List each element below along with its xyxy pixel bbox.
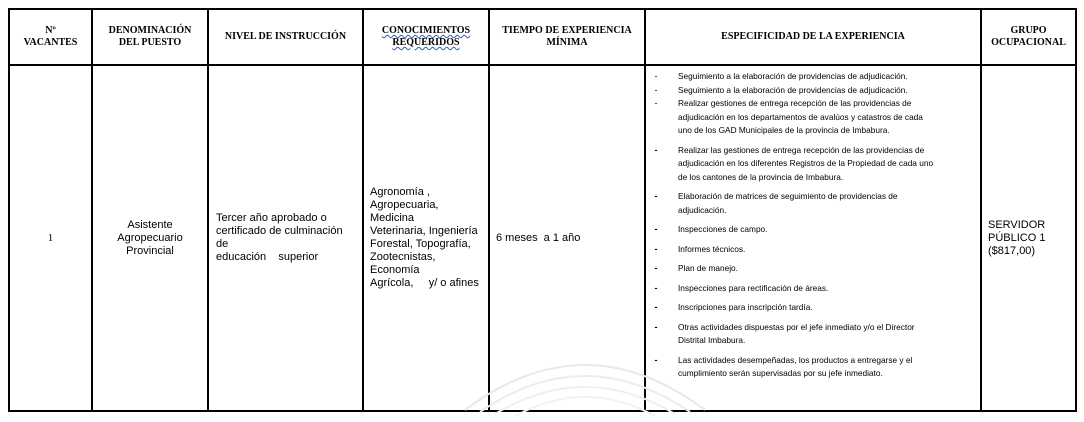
- bullet-dash: -: [654, 98, 658, 108]
- list-item-line: adjudicación en los diferentes Registros de la Propiedad de cada uno: [678, 158, 934, 168]
- header-tiempo-line2: MÍNIMA: [546, 37, 588, 48]
- cell-nivel: [208, 65, 363, 411]
- conocimientos-line5: Zootecnistas, Economía: [370, 251, 436, 276]
- grupo-line1: SERVIDOR: [988, 218, 1046, 231]
- conocimientos-line3: Veterinaria, Ingeniería: [370, 225, 478, 237]
- list-item-line: Plan de manejo.: [678, 263, 738, 273]
- list-item-line: Realizar las gestiones de entrega recepción de las providencias de: [678, 144, 925, 155]
- cell-puesto: [92, 65, 208, 411]
- list-item: [654, 262, 972, 276]
- list-item-line: uno de los GAD Municipales de la provincia de Imbabura.: [678, 125, 890, 135]
- bullet-dash: -: [654, 191, 658, 201]
- list-item: [654, 321, 972, 348]
- cell-vacantes: [9, 65, 92, 411]
- list-item-line: Las actividades desempeñadas, los productos a entregarse y el: [678, 354, 913, 365]
- nivel-line2: certificado de culminación de: [216, 225, 343, 250]
- puesto-line3: Provincial: [126, 244, 174, 257]
- header-vacantes-line1: Nº: [45, 25, 56, 36]
- list-item: [654, 243, 972, 257]
- grupo-line2: PÚBLICO 1: [988, 231, 1046, 244]
- list-item-line: Elaboración de matrices de seguimiento de providencias de: [678, 191, 898, 201]
- bullet-dash: -: [654, 354, 658, 365]
- bullet-dash: -: [654, 71, 658, 81]
- list-item-line: Inscripciones para inscripción tardía.: [678, 302, 813, 312]
- bullet-dash: -: [654, 84, 658, 95]
- list-item-line: Realizar gestiones de entrega recepción de las providencias de: [678, 98, 912, 108]
- cell-conocimientos: [363, 65, 489, 411]
- cell-tiempo: [489, 65, 645, 411]
- list-item-line: Inspecciones para rectificación de áreas.: [678, 282, 829, 293]
- list-item-line: Seguimiento a la elaboración de providencias de adjudicación.: [678, 71, 908, 81]
- header-grupo-line1: GRUPO: [1010, 25, 1047, 36]
- conocimientos-line4: Forestal, Topografía,: [370, 238, 471, 250]
- header-grupo-line2: OCUPACIONAL: [991, 37, 1066, 48]
- bullet-dash: -: [654, 282, 658, 293]
- bullet-dash: -: [654, 321, 658, 332]
- header-puesto: [92, 9, 208, 65]
- bullet-dash: -: [654, 224, 658, 234]
- list-item-line: cumplimiento serán supervisadas por su jefe inmediato.: [678, 368, 883, 378]
- conocimientos-line2: Agropecuaria, Medicina: [370, 199, 439, 224]
- list-item-line: Otras actividades dispuestas por el jefe inmediato y/o el Director: [678, 321, 915, 332]
- list-item-line: adjudicación en los departamentos de avalúos y catastros de cada: [678, 111, 923, 122]
- job-requirements-table: [8, 8, 1077, 412]
- list-item-line: Informes técnicos.: [678, 243, 746, 254]
- list-item: [654, 301, 972, 315]
- list-item: [654, 223, 972, 237]
- header-grupo: [981, 9, 1076, 65]
- header-conocimientos: [363, 9, 489, 65]
- header-especificidad-text: ESPECIFICIDAD DE LA EXPERIENCIA: [721, 31, 905, 42]
- list-item: [654, 97, 972, 138]
- list-item-line: de los cantones de la provincia de Imbabura.: [678, 171, 844, 182]
- header-nivel-text: NIVEL DE INSTRUCCIÓN: [224, 31, 347, 42]
- list-item: [654, 354, 972, 381]
- list-item: [654, 282, 972, 296]
- list-item-line: Seguimiento a la elaboración de providencias de adjudicación.: [678, 84, 908, 95]
- table-row: [9, 65, 1076, 411]
- puesto-line1: Asistente: [127, 218, 173, 231]
- header-nivel: [208, 9, 363, 65]
- bullet-dash: -: [654, 144, 658, 155]
- header-puesto-line1: DENOMINACIÓN: [108, 25, 192, 36]
- tiempo-value: 6 meses a 1 año: [496, 231, 581, 244]
- especificidad-list: [654, 70, 972, 381]
- puesto-line2: Agropecuario: [117, 231, 183, 244]
- grupo-line3: ($817,00): [988, 244, 1036, 257]
- conocimientos-line1: Agronomía ,: [370, 186, 430, 198]
- header-puesto-line2: DEL PUESTO: [118, 37, 182, 48]
- header-row: [9, 9, 1076, 65]
- bullet-dash: -: [654, 243, 658, 254]
- header-conocimientos-line2: REQUERIDOS: [392, 37, 460, 48]
- nivel-line1: Tercer año aprobado o: [216, 212, 327, 224]
- list-item: [654, 190, 972, 217]
- list-item-line: adjudicación.: [678, 204, 727, 215]
- nivel-line3: educación superior: [216, 251, 319, 263]
- header-especificidad: [645, 9, 981, 65]
- cell-especificidad: [645, 65, 981, 411]
- header-tiempo: [489, 9, 645, 65]
- header-vacantes-line2: VACANTES: [23, 37, 78, 48]
- list-item-line: Inspecciones de campo.: [678, 224, 768, 234]
- header-conocimientos-line1: CONOCIMIENTOS: [381, 25, 471, 36]
- list-item: [654, 70, 972, 84]
- cell-grupo: [981, 65, 1076, 411]
- list-item: [654, 144, 972, 185]
- list-item: [654, 84, 972, 98]
- list-item-line: Distrital Imbabura.: [678, 335, 746, 345]
- conocimientos-line6: Agrícola, y/ o afines: [370, 277, 479, 289]
- vacantes-value: 1: [47, 231, 54, 244]
- bullet-dash: -: [654, 302, 658, 312]
- header-tiempo-line1: TIEMPO DE EXPERIENCIA: [502, 25, 632, 36]
- header-vacantes: [9, 9, 92, 65]
- bullet-dash: -: [654, 263, 658, 273]
